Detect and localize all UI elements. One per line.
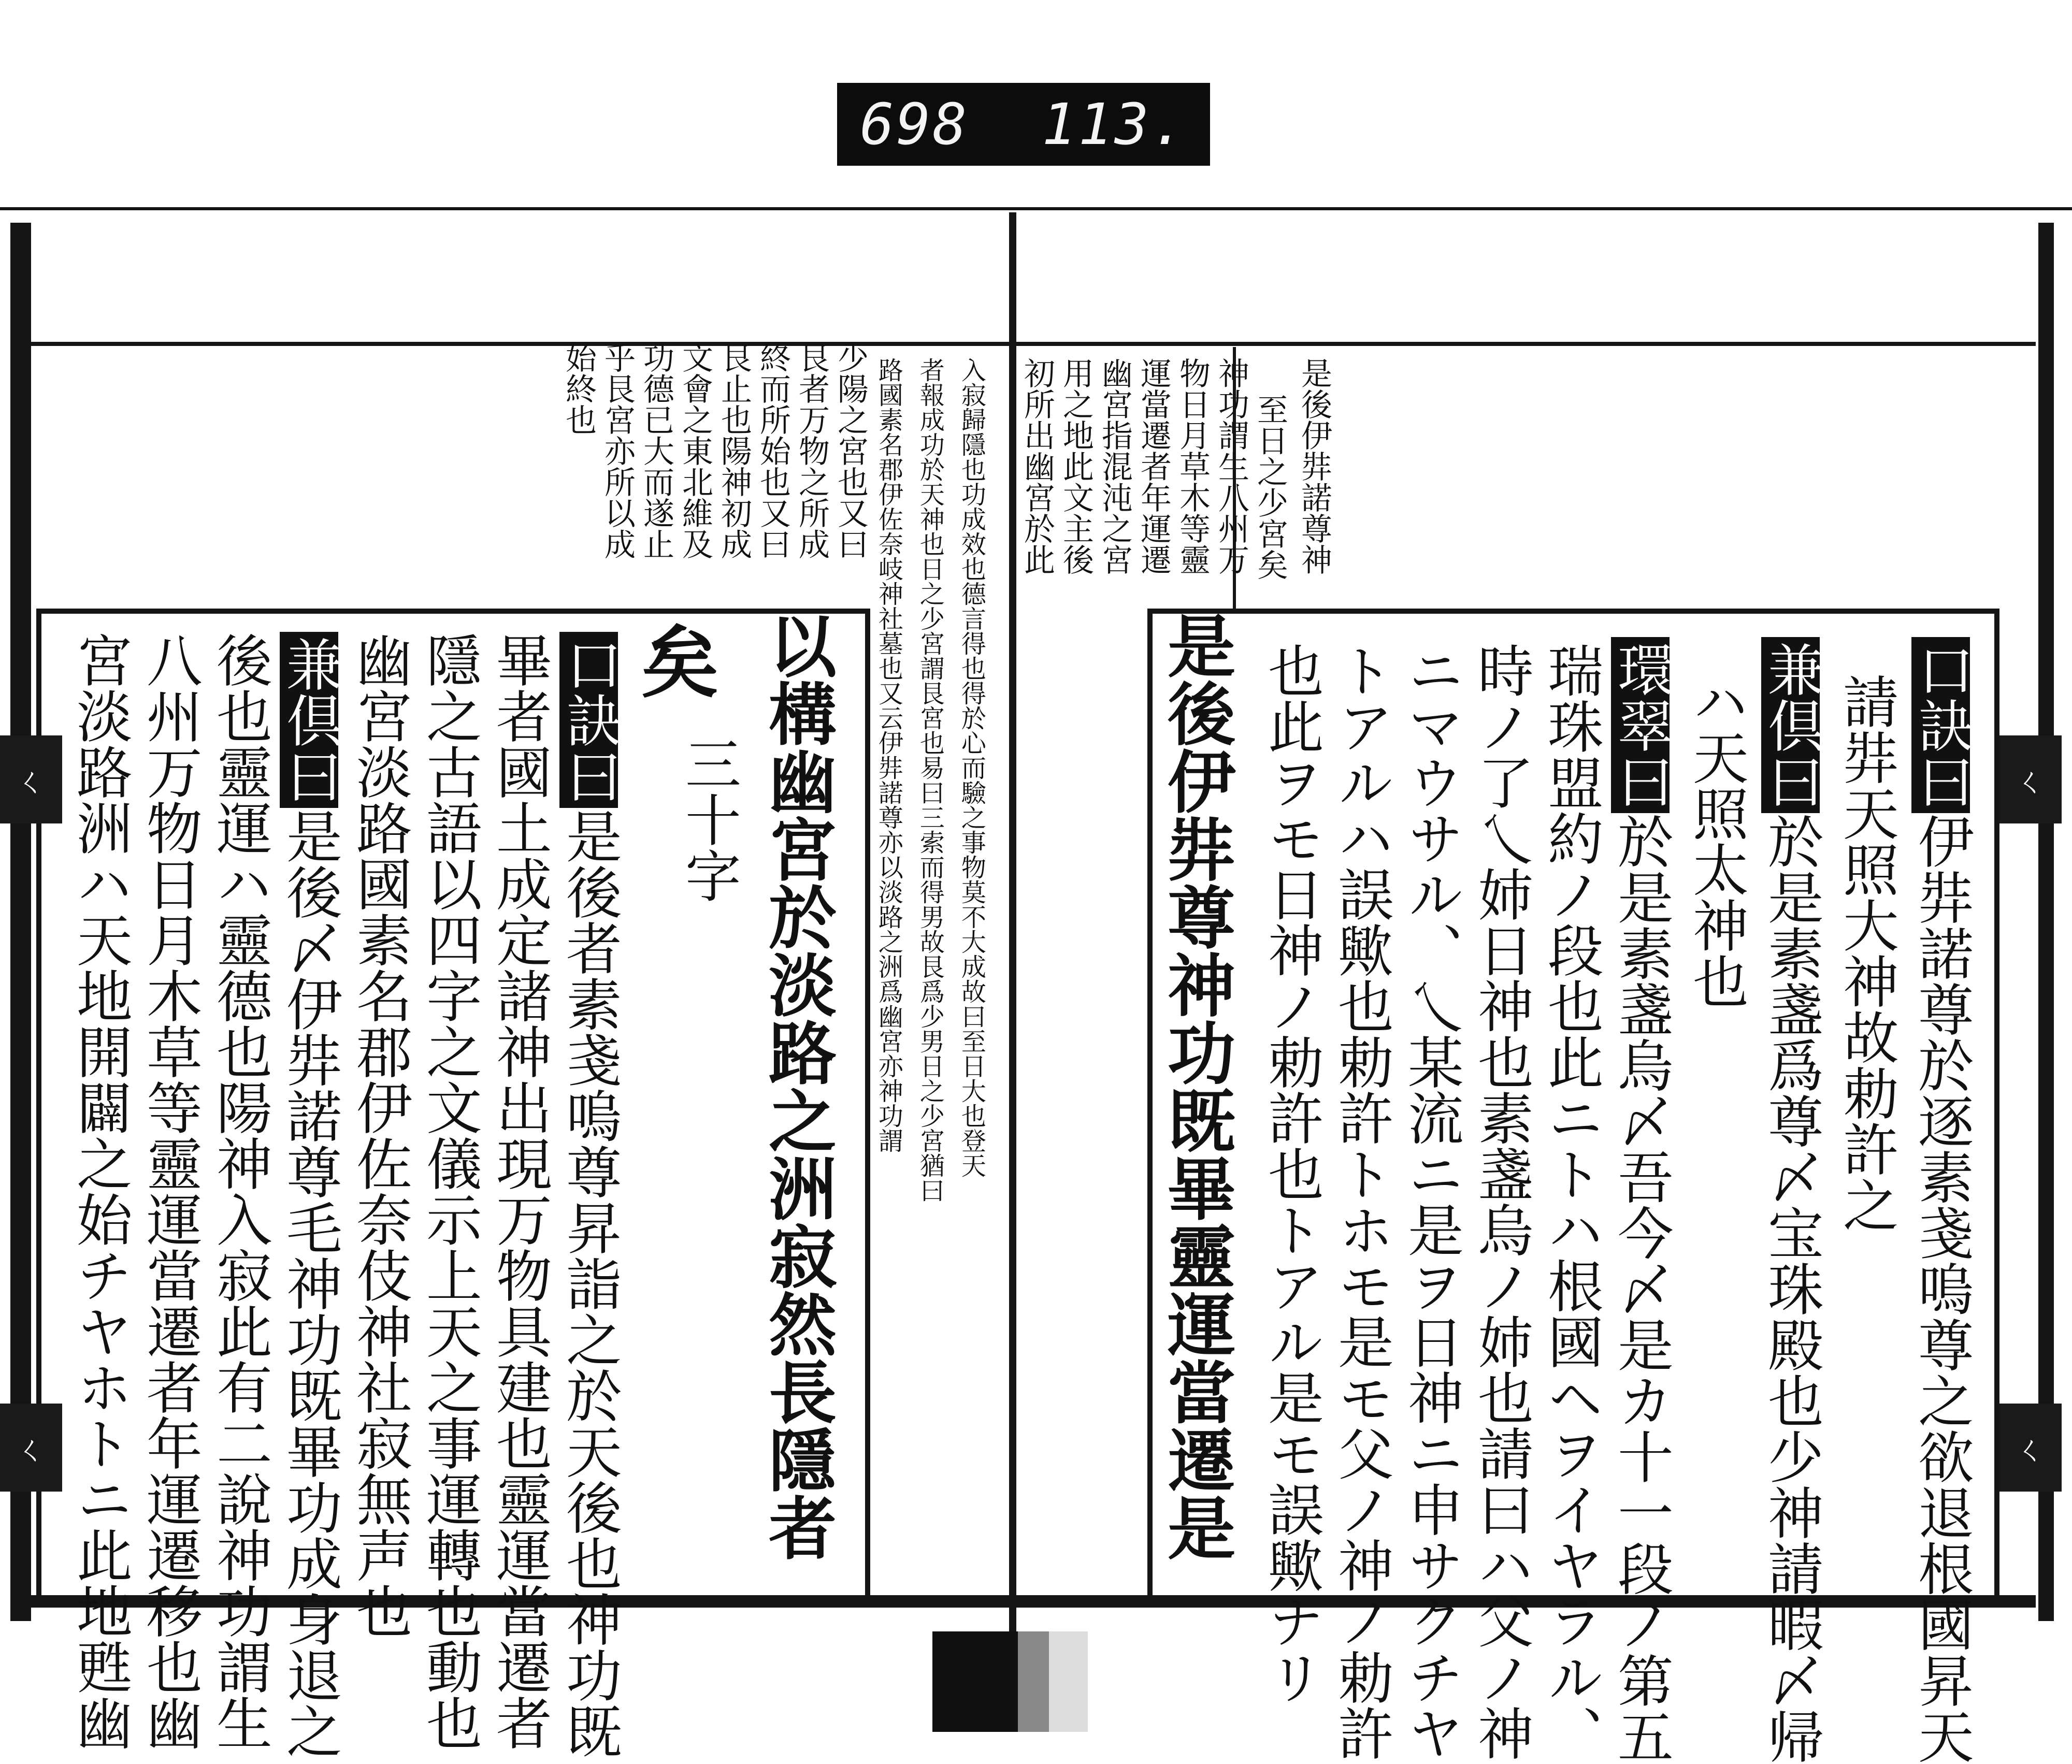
right-main-col-9: トアルハ誤歟也勅許トホモ是モ父ノ神ノ勅許 xyxy=(1328,642,1393,1761)
left-main-col-3: 隱之古語以四字之文儀示上天之事運轉也動也 xyxy=(416,632,482,1751)
right-main-col-1 xyxy=(1908,637,1974,1764)
left-main-col-5-text: 是後〆伊弉諾尊毛神功既畢功成身退之 xyxy=(277,808,342,1759)
right-main-frame-left xyxy=(1147,609,1153,1595)
left-main-frame-right xyxy=(865,609,870,1595)
right-main-col-10: 也此ヲモ日神ノ勅許也トアル是モ誤歟ナリ xyxy=(1258,642,1323,1705)
left-upper-note-4: 艮止也陽神初成 xyxy=(716,342,752,559)
right-main-col-5 xyxy=(1608,637,1673,1764)
left-commentary-col-2: 者報成功於天神也日之少宮謂艮宮也易曰三索而得男故艮爲少男日之少宮猶曰 xyxy=(915,357,945,1203)
left-kuketsu-heading: 口訣曰 xyxy=(559,632,618,808)
left-main-frame-top xyxy=(36,609,865,614)
left-main-col-5 xyxy=(277,632,342,1759)
kansui-heading: 環翠曰 xyxy=(1611,637,1670,813)
left-main-col-2: 畢者國土成定諸神出現万物具建也靈運當遷者 xyxy=(486,632,552,1751)
right-upper-note-7: 用之地此文主後 xyxy=(1058,357,1094,575)
left-upper-note-7: 乎艮宮亦所以成 xyxy=(599,342,636,559)
right-base-text: 是後伊弉尊神功既畢靈運當遷是 xyxy=(1156,611,1236,1561)
left-main-col-1-text: 是後者素戔嗚尊昇詣之於天後也神功既 xyxy=(556,808,622,1759)
left-page-tab-1: ㄑ xyxy=(0,735,62,823)
left-upper-note-2: 艮者万物之所成 xyxy=(794,342,830,559)
right-page-tab-2: ㄑ xyxy=(1999,1404,2062,1492)
left-main-col-6: 後也靈運ハ靈德也陽神入寂此有二說神功謂生 xyxy=(207,632,272,1751)
char-count: 三十字 xyxy=(675,735,741,903)
left-upper-note-6: 功德已大而遂止 xyxy=(638,342,674,559)
central-spine-rule xyxy=(1009,212,1016,1732)
right-main-col-8: ニマウサル、乀某流ニ是ヲ日神ニ申サクチヤ xyxy=(1398,642,1463,1761)
right-upper-note-8: 初所出幽宮於此 xyxy=(1019,357,1055,575)
left-base-text-end: 矣 xyxy=(627,621,719,699)
left-upper-note-5: 文會之東北維及 xyxy=(677,342,713,559)
right-upper-note-6: 幽宮指混沌之宮 xyxy=(1097,357,1133,575)
left-base-text: 以構幽宮於淡路之洲寂然長隱者 xyxy=(757,611,838,1561)
right-upper-note-5: 運當遷者年運遷 xyxy=(1135,357,1172,575)
binding-gutter-shadow xyxy=(932,1631,1088,1732)
right-page-tab-1: ㄑ xyxy=(1999,735,2062,823)
right-main-col-3-text: 於是素盞爲尊〆宝珠殿也少神請暇〆帰 xyxy=(1758,813,1823,1764)
kanetomo-heading: 兼倶曰 xyxy=(1761,637,1820,813)
upper-header-rule xyxy=(31,342,2036,346)
right-upper-note-2: 至日之少宮矣 xyxy=(1252,394,1288,580)
right-main-col-4: ハ天照太神也 xyxy=(1683,673,1748,1009)
scan-top-edge xyxy=(0,207,2072,210)
right-main-frame-top xyxy=(1147,609,1997,614)
left-commentary-col-1: 入寂歸隱也功成效也德言得也得於心而驗之事物莫不大成故曰至日大也登天 xyxy=(957,357,986,1178)
left-page-tab-2: ㄑ xyxy=(0,1404,62,1492)
left-main-col-7: 八州万物日月木草等靈運當遷者年運遷移也幽 xyxy=(137,632,202,1751)
right-main-col-2: 請弉天照大神故勅許之 xyxy=(1833,673,1898,1233)
left-upper-note-3: 終而所始也又曰 xyxy=(755,342,791,559)
left-main-col-1 xyxy=(556,632,622,1759)
right-upper-note-4: 物日月草木等靈 xyxy=(1174,357,1211,575)
right-main-col-5-text: 於是素盞烏〆吾今〆是カ十一段ノ第五 xyxy=(1608,813,1673,1764)
left-main-col-4: 幽宮淡路國素名郡伊佐奈伎神社寂無声也 xyxy=(347,632,412,1639)
right-main-col-1-text: 伊弉諾尊於逐素戔嗚尊之欲退根國昇天 xyxy=(1908,813,1974,1764)
right-main-col-7: 時ノ了乀姉日神也素盞烏ノ姉也請曰ハ父ノ神 xyxy=(1468,642,1533,1761)
left-upper-note-1: 少陽之宮也又曰 xyxy=(832,342,869,559)
left-main-col-8: 宮淡路洲ハ天地開闢之始チヤホトニ此地甦幽 xyxy=(67,632,132,1751)
right-main-col-3 xyxy=(1758,637,1823,1764)
right-upper-note-3: 神功謂生八州万 xyxy=(1213,357,1249,575)
right-upper-note-1: 是後伊弉諾尊神 xyxy=(1296,357,1332,575)
left-kanetomo-heading: 兼倶曰 xyxy=(280,632,338,808)
catalog-label: 698 113. xyxy=(837,83,1210,166)
left-commentary-col-3: 路國素名郡伊佐奈岐神社墓也又云伊弉諾尊亦以淡路之洲爲幽宮亦神功謂 xyxy=(874,357,903,1153)
kuketsu-heading: 口訣曰 xyxy=(1911,637,1970,813)
right-main-frame-right xyxy=(1994,609,1999,1595)
left-upper-note-8: 始終也 xyxy=(560,342,597,435)
right-main-col-6: 瑞珠盟約ノ段也此ニトハ根國ヘヲイヤラル、 xyxy=(1538,642,1603,1761)
